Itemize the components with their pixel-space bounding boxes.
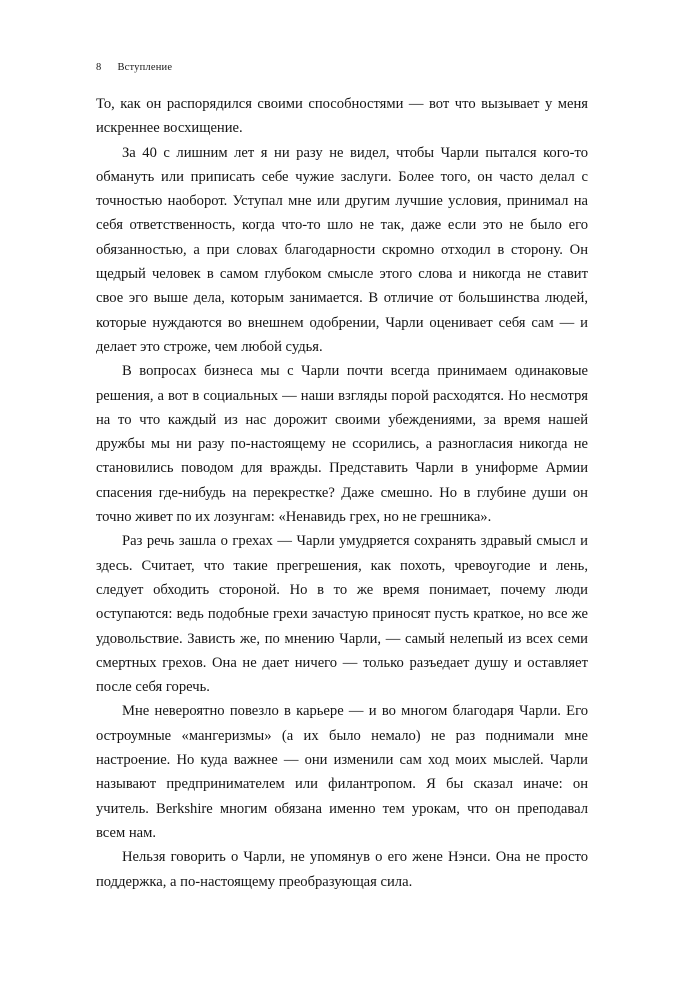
paragraph: То, как он распорядился своими способностями — вот что вызывает у меня искреннее восхищение.	[96, 96, 588, 137]
paragraph: Нельзя говорить о Чарли, не упомянув о его жене Нэнси. Она не просто поддержка, а по-настоящему преобразующая сила.	[96, 849, 588, 890]
page-number: 8	[96, 62, 102, 73]
paragraph: В вопросах бизнеса мы с Чарли почти всегда принимаем одинаковые решения, а вот в социальных — наши взгляды порой расходятся. Но несмотря на то что каждый из нас дорожит своими убеждениями, за время нашей дружбы мы ни разу по-настоящему не ссорились, а разногласия никогда не становились поводом для вражды. Представить Чарли в униформе Армии спасения где-нибудь на перекрестке? Даже смешно. Но в глубине души он точно живет по их лозунгам: «Ненавидь грех, но не грешника».	[96, 363, 588, 526]
body-text	[96, 92, 588, 894]
paragraph: Мне невероятно повезло в карьере — и во многом благодаря Чарли. Его остроумные «мангеризмы» (а их было немало) не раз поднимали мне настроение. Но куда важнее — они изменили сам ход моих мыслей. Чарли называют предпринимателем или филантропом. Я бы сказал иначе: он учитель. Berkshire многим обязана именно тем урокам, что он преподавал всем нам.	[96, 703, 588, 841]
running-head	[96, 62, 586, 73]
chapter-title: Вступление	[117, 62, 173, 73]
paragraph: Раз речь зашла о грехах — Чарли умудряется сохранять здравый смысл и здесь. Считает, что такие прегрешения, как похоть, чревоугодие и лень, следует обходить стороной. Но в то же время понимает, почему люди оступаются: ведь подобные грехи зачастую приносят пусть краткое, но все же удовольствие. Зависть же, по мнению Чарли, — самый нелепый из всех семи смертных грехов. Она не дает ничего — только разъедает душу и оставляет после себя горечь.	[96, 533, 588, 696]
paragraph: За 40 с лишним лет я ни разу не видел, чтобы Чарли пытался кого-то обмануть или приписать себе чужие заслуги. Более того, он часто делал с точностью наоборот. Уступал мне или другим лучшие условия, принимал на себя ответственность, когда что-то шло не так, даже если это не было его обязанностью, а при словах благодарности скромно отходил в сторону. Он щедрый человек в самом глубоком смысле этого слова и никогда не ставит свое эго выше дела, которым занимается. В отличие от большинства людей, которые нуждаются во внешнем одобрении, Чарли оценивает себя сам — и делает это строже, чем любой судья.	[96, 144, 588, 355]
